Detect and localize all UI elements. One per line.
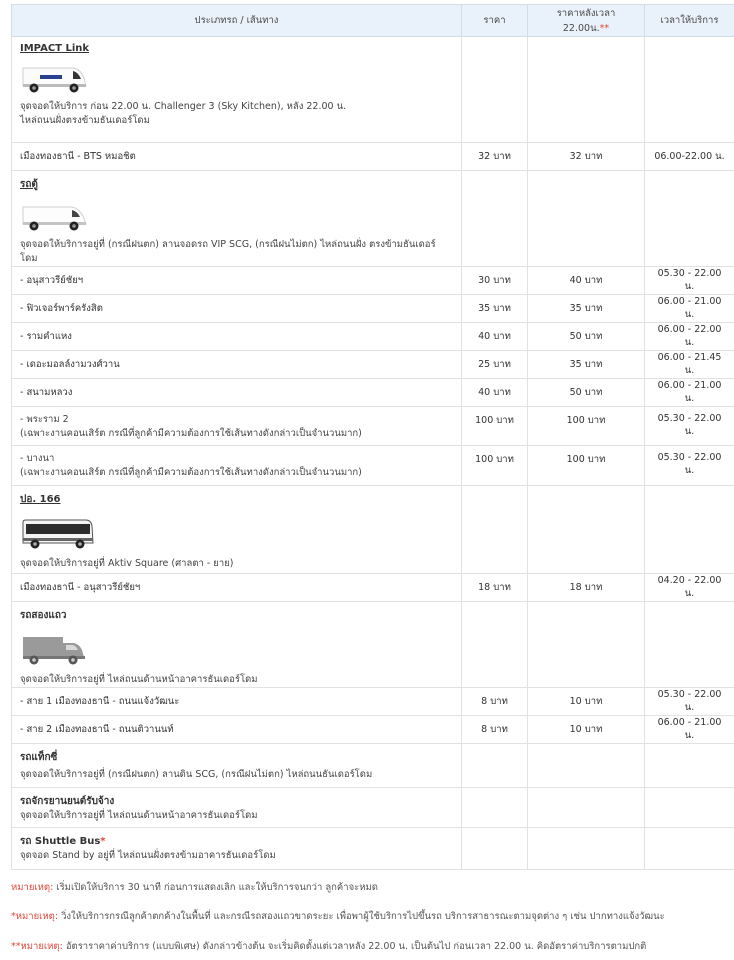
route-price: 25 บาท xyxy=(462,351,528,379)
section-songthaew xyxy=(12,602,734,688)
pickup-truck-icon xyxy=(20,633,88,667)
section-impact-link-cell xyxy=(12,37,462,143)
header-type-route: ประเภทรถ / เส้นทาง xyxy=(12,5,462,37)
route-price: 32 บาท xyxy=(462,143,528,171)
section-songthaew-cell xyxy=(12,602,462,688)
shuttle-star: * xyxy=(100,836,106,847)
table-row xyxy=(12,688,734,716)
section-bus-166 xyxy=(12,486,734,574)
section-title: รถสองแถว xyxy=(20,610,67,621)
transport-table xyxy=(11,4,734,870)
footnote-label: *หมายเหตุ: xyxy=(11,911,59,922)
section-motorcycle-taxi-cell xyxy=(12,788,462,828)
table-header xyxy=(12,5,734,37)
section-desc-1: จุดจอดให้บริการ ก่อน 22.00 น. Challenger 3 (Sky Kitchen), หลัง 22.00 น. xyxy=(20,101,347,112)
footnote-text: อัตราราคาค่าบริการ (แบบพิเศษ) ดังกล่าวข้างต้น จะเริ่มคิดตั้งแต่เวลาหลัง 22.00 น. เป็นต้นไป ก่อนเวลา 22.00 น. คิดอัตราค่าบริการตามปกติ xyxy=(62,941,647,952)
route-price: 40 บาท xyxy=(462,323,528,351)
table-row xyxy=(12,407,734,446)
section-title: รถ Shuttle Bus xyxy=(20,836,101,847)
route-name: - พระราม 2 xyxy=(20,414,69,425)
route-price-after: 10 บาท xyxy=(528,716,645,744)
section-desc-1: จุดจอดให้บริการอยู่ที่ ไหล่ถนนด้านหน้าอาคารธันเดอร์โดม xyxy=(20,674,258,685)
footnote-label: **หมายเหตุ: xyxy=(11,941,63,952)
route-price-after: 35 บาท xyxy=(528,351,645,379)
table-row xyxy=(12,574,734,602)
section-title: รถแท็กซี่ xyxy=(20,752,58,763)
section-bus-166-cell xyxy=(12,486,462,574)
route-hours: 05.30 - 22.00 น. xyxy=(645,446,734,486)
section-desc-1: จุดจอดให้บริการอยู่ที่ (กรณีฝนตก) ลานดิน SCG, (กรณีฝนไม่ตก) ไหล่ถนนธันเดอร์โดม xyxy=(20,769,373,780)
route-name: - สนามหลวง xyxy=(12,379,462,407)
route-price-after: 18 บาท xyxy=(528,574,645,602)
section-van-cell xyxy=(12,171,462,267)
route-price: 35 บาท xyxy=(462,295,528,323)
route-name: - สาย 2 เมืองทองธานี - ถนนติวานนท์ xyxy=(12,716,462,744)
section-van xyxy=(12,171,734,267)
route-hours: 06.00-22.00 น. xyxy=(645,143,734,171)
route-price-after: 100 บาท xyxy=(528,446,645,486)
table-row xyxy=(12,267,734,295)
section-desc-2: ไหล่ถนนฝั่งตรงข้ามธันเดอร์โดม xyxy=(20,115,150,126)
footnote xyxy=(11,909,665,924)
route-price: 100 บาท xyxy=(462,446,528,486)
section-motorcycle-taxi xyxy=(12,788,734,828)
section-taxi-cell xyxy=(12,744,462,788)
route-hours: 05.30 - 22.00 น. xyxy=(645,267,734,295)
route-hours: 06.00 - 21.45 น. xyxy=(645,351,734,379)
route-hours: 05.30 - 22.00 น. xyxy=(645,688,734,716)
route-note: (เฉพาะงานคอนเสิร์ต กรณีที่ลูกค้ามีความต้องการใช้เส้นทางดังกล่าวเป็นจำนวนมาก) xyxy=(20,428,362,439)
route-name: - บางนา xyxy=(20,453,55,464)
bus-icon xyxy=(20,517,94,551)
section-desc-1: จุดจอดให้บริการอยู่ที่ (กรณีฝนตก) ลานจอดรถ VIP SCG, (กรณีฝนไม่ตก) ไหล่ถนนฝั่ง ตรงข้ามธันเดอร์โดม xyxy=(20,239,436,264)
table-row xyxy=(12,716,734,744)
route-name: - เดอะมอลล์งามวงศ์วาน xyxy=(12,351,462,379)
footnote xyxy=(11,939,646,954)
section-title: IMPACT Link xyxy=(20,43,90,54)
route-hours: 05.30 - 22.00 น. xyxy=(645,407,734,446)
route-hours: 06.00 - 21.00 น. xyxy=(645,295,734,323)
route-name: - อนุสาวรีย์ชัยฯ xyxy=(12,267,462,295)
table-row xyxy=(12,323,734,351)
section-impact-link xyxy=(12,37,734,143)
route-price: 18 บาท xyxy=(462,574,528,602)
route-price: 8 บาท xyxy=(462,688,528,716)
route-cell xyxy=(12,407,462,446)
route-price-after: 100 บาท xyxy=(528,407,645,446)
footnote-text: เริ่มเปิดให้บริการ 30 นาที ก่อนการแสดงเลิก และให้บริการจนกว่า ลูกค้าจะหมด xyxy=(53,882,378,893)
route-price: 100 บาท xyxy=(462,407,528,446)
route-price-after: 50 บาท xyxy=(528,323,645,351)
route-price-after: 32 บาท xyxy=(528,143,645,171)
section-shuttle-bus xyxy=(12,828,734,870)
route-price: 8 บาท xyxy=(462,716,528,744)
footnote-label: หมายเหตุ: xyxy=(11,882,54,893)
section-taxi xyxy=(12,744,734,788)
section-desc-1: จุดจอดให้บริการอยู่ที่ Aktiv Square (ศาลตา - ยาย) xyxy=(20,558,234,569)
section-title: รถจักรยานยนต์รับจ้าง xyxy=(20,796,115,807)
van-icon xyxy=(20,202,88,232)
table-row xyxy=(12,143,734,171)
route-price-after: 35 บาท xyxy=(528,295,645,323)
header-price-after-stars: ** xyxy=(599,22,610,34)
section-title: ปอ. 166 xyxy=(20,494,61,505)
minivan-icon xyxy=(20,64,88,94)
route-price-after: 50 บาท xyxy=(528,379,645,407)
section-desc-1: จุดจอดให้บริการอยู่ที่ ไหล่ถนนด้านหน้าอาคารธันเดอร์โดม xyxy=(20,810,258,821)
header-price: ราคา xyxy=(462,5,528,37)
route-name: - สาย 1 เมืองทองธานี - ถนนแจ้งวัฒนะ xyxy=(12,688,462,716)
header-price-after-label: ราคาหลังเวลา 22.00น. xyxy=(556,7,616,34)
route-price-after: 40 บาท xyxy=(528,267,645,295)
route-price-after: 10 บาท xyxy=(528,688,645,716)
header-price-after xyxy=(528,5,645,37)
section-title-wrap xyxy=(20,834,453,849)
route-note: (เฉพาะงานคอนเสิร์ต กรณีที่ลูกค้ามีความต้องการใช้เส้นทางดังกล่าวเป็นจำนวนมาก) xyxy=(20,467,362,478)
route-hours: 04.20 - 22.00 น. xyxy=(645,574,734,602)
section-shuttle-bus-cell xyxy=(12,828,462,870)
section-title: รถตู้ xyxy=(20,179,38,190)
route-name: เมืองทองธานี - BTS หมอชิต xyxy=(12,143,462,171)
route-hours: 06.00 - 21.00 น. xyxy=(645,716,734,744)
route-price: 40 บาท xyxy=(462,379,528,407)
route-hours: 06.00 - 21.00 น. xyxy=(645,379,734,407)
footnote-text: วิ่งให้บริการกรณีลูกค้าตกค้างในพื้นที่ และกรณีรถสองแถวขาดระยะ เพื่อพาผู้ใช้บริการไปขึ้นรถ บริการสาธารณะตามจุดต่าง ๆ เช่น ปากทางแจ้งวัฒนะ xyxy=(58,911,665,922)
section-desc-1: จุดจอด Stand by อยู่ที่ ไหล่ถนนฝั่งตรงข้ามอาคารธันเดอร์โดม xyxy=(20,850,276,861)
table-row xyxy=(12,295,734,323)
route-name: - รามคำแหง xyxy=(12,323,462,351)
footnote xyxy=(11,880,378,895)
route-cell xyxy=(12,446,462,486)
route-name: เมืองทองธานี - อนุสาวรีย์ชัยฯ xyxy=(12,574,462,602)
table-row xyxy=(12,446,734,486)
route-hours: 06.00 - 22.00 น. xyxy=(645,323,734,351)
table-row xyxy=(12,351,734,379)
table-row xyxy=(12,379,734,407)
route-name: - ฟิวเจอร์พาร์ครังสิต xyxy=(12,295,462,323)
route-price: 30 บาท xyxy=(462,267,528,295)
header-service-hours: เวลาให้บริการ xyxy=(645,5,734,37)
